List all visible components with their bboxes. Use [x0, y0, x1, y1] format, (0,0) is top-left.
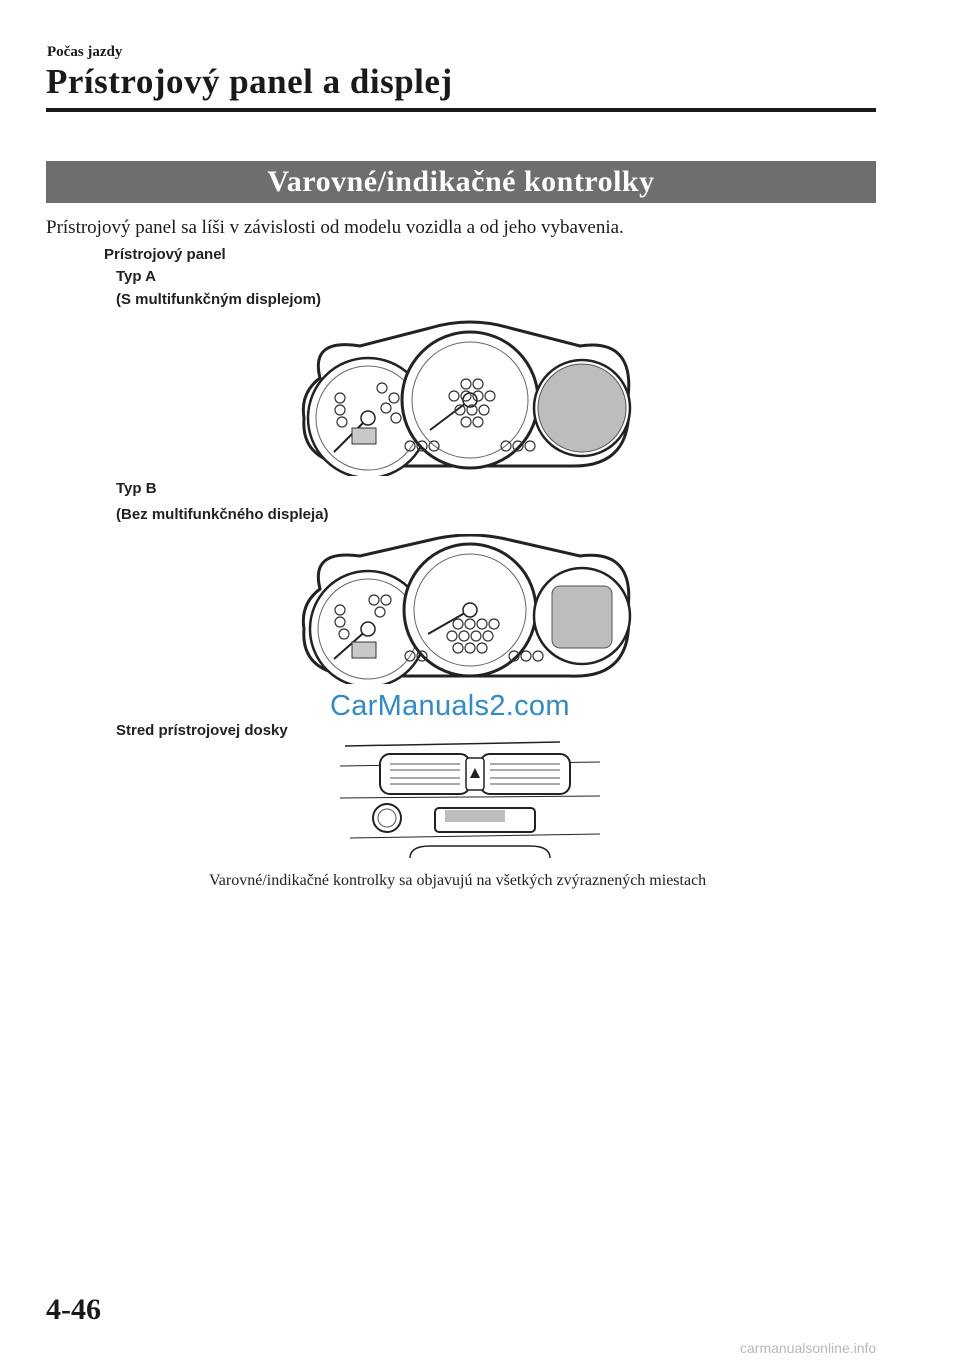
footer-site-url: carmanualsonline.info — [740, 1340, 877, 1356]
title-divider — [46, 108, 876, 112]
type-b-label: Typ B — [116, 480, 157, 497]
panel-label: Prístrojový panel — [104, 246, 226, 263]
cluster-type-a-illustration — [290, 318, 650, 476]
chapter-label: Počas jazdy — [47, 44, 123, 60]
center-console-illustration — [340, 738, 610, 862]
type-b-sublabel: (Bez multifunkčného displeja) — [116, 506, 329, 523]
type-a-sublabel: (S multifunkčným displejom) — [116, 291, 322, 308]
center-console-label: Stred prístrojovej dosky — [116, 722, 288, 739]
intro-paragraph: Prístrojový panel sa líši v závislosti od modelu vozidla a od jeho vybavenia. — [46, 217, 624, 238]
page-number: 4-46 — [46, 1293, 101, 1326]
type-a-label: Typ A — [116, 268, 156, 285]
watermark-text: CarManuals2.com — [330, 690, 570, 722]
figure-caption: Varovné/indikačné kontrolky sa objavujú na všetkých zvýraznených miestach — [209, 872, 707, 889]
page-title: Prístrojový panel a displej — [46, 62, 453, 101]
cluster-type-b-illustration — [290, 534, 650, 684]
section-banner: Varovné/indikačné kontrolky — [46, 161, 876, 203]
